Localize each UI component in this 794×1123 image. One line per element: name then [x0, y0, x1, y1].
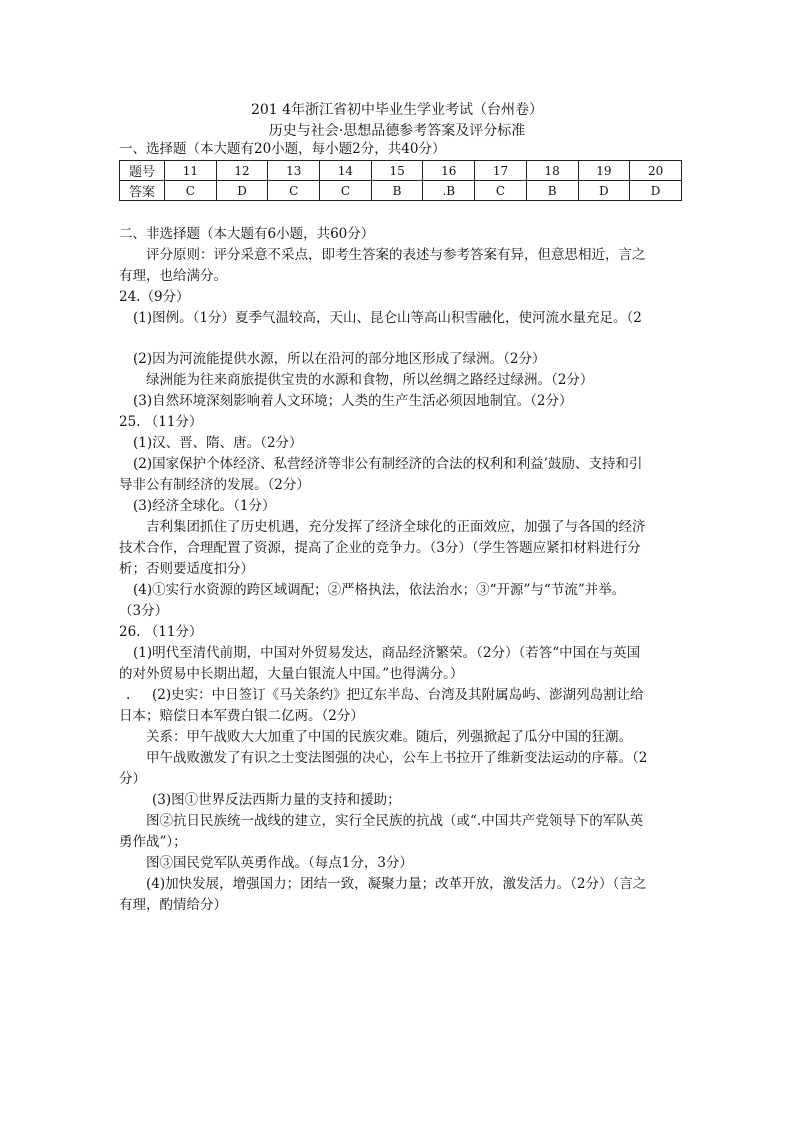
table-row-question-numbers [120, 161, 682, 181]
table-cell: D [630, 181, 682, 201]
question-heading: 25. （11分） [119, 414, 203, 430]
table-header-cell: 答案 [120, 181, 165, 201]
document-subtitle: 历史与社会·思想品德参考答案及评分标准 [268, 123, 526, 139]
table-row-answers [120, 181, 682, 201]
text-line: （3分） [119, 603, 169, 619]
table-cell: 11 [165, 161, 217, 181]
table-header-cell: 题号 [120, 161, 165, 181]
table-cell: D [216, 181, 268, 201]
text-line: (3)自然环境深刻影响着人文环境；人类的生产生活必须因地制宜。（2分） [133, 393, 573, 409]
text-line: 图②抗日民族统一战线的建立，实行全民族的抗战（或“.中国共产党领导下的军队英 [146, 813, 644, 829]
text-line: 图③国民党军队英勇作战。（每点1分，3分） [146, 855, 413, 871]
text-line: 日本；赔偿日本军费白银二亿两。（2分） [119, 708, 364, 724]
text-line: 甲午战败激发了有识之士变法图强的决心，公车上书拉开了维新变法运动的序幕。（2 [146, 750, 648, 766]
table-cell: D [578, 181, 630, 201]
table-cell: 17 [475, 161, 527, 181]
table-cell: B [526, 181, 578, 201]
table-cell: B [371, 181, 423, 201]
table-cell: 12 [216, 161, 268, 181]
document-title: 201 4年浙江省初中毕业生学业考试（台州卷） [250, 102, 544, 118]
table-cell: 13 [268, 161, 320, 181]
text-line: (4)加快发展，增强国力；团结一致，凝聚力量；改革开放，激发活力。（2分）（言之 [146, 876, 647, 892]
table-cell: 16 [423, 161, 475, 181]
text-line: (3)图①世界反法西斯力量的支持和援助； [152, 792, 401, 808]
table-cell: C [165, 181, 217, 201]
table-cell: 18 [526, 161, 578, 181]
text-line: 评分原则：评分采意不采点，即考生答案的表述与参考答案有异，但意思相近，言之 [146, 247, 646, 263]
table-cell: C [475, 181, 527, 201]
table-cell: 15 [371, 161, 423, 181]
question-heading: 24.（9分） [119, 289, 190, 305]
text-line: 导非公有制经济的发展。（2分） [119, 477, 310, 493]
table-cell: C [268, 181, 320, 201]
section2-heading: 二、非选择题（本大题有6小题，共60分） [119, 226, 375, 242]
text-line: 析；否则要适度扣分） [119, 561, 254, 577]
question-heading: 26. （11分） [119, 624, 203, 640]
text-line: (2)史实：中日签订《马关条约》把辽东半岛、台湾及其附属岛屿、澎湖列岛割让给 [152, 687, 644, 703]
table-cell: 19 [578, 161, 630, 181]
text-line: 关系：甲午战败大大加重了中国的民族灾难。随后，列强掀起了瓜分中国的狂潮。 [146, 729, 632, 745]
table-cell: 14 [320, 161, 372, 181]
text-line: (1)明代至清代前期，中国对外贸易发达，商品经济繁荣。（2分）（若答“中国在与英国 [133, 645, 641, 661]
text-line: 的对外贸易中长期出超，大量白银流人中国。”也得满分。） [119, 666, 464, 682]
answer-table [119, 160, 682, 201]
text-line: (4)①实行水资源的跨区域调配；②严格执法，依法治水；③“开源”与“节流”并举。 [133, 582, 626, 598]
text-line: (2)因为河流能提供水源，所以在沿河的部分地区形成了绿洲。（2分） [133, 351, 546, 367]
table-cell: 20 [630, 161, 682, 181]
text-line: (1)图例。（1分）夏季气温较高，天山、昆仑山等高山积雪融化，使河流水量充足。（2 [133, 310, 642, 326]
text-line: (2)国家保护个体经济、私营经济等非公有制经济的合法的权利和利益’鼓励、支持和引 [133, 456, 643, 472]
text-line: 勇作战”）； [119, 834, 187, 850]
text-line: 有理，酌情给分） [119, 897, 227, 913]
text-line: 有理，也给满分。 [119, 268, 227, 284]
text-line: 吉利集团抓住了历史机遇，充分发挥了经济全球化的正面效应，加强了与各国的经济 [146, 519, 646, 535]
stray-mark: . [126, 687, 131, 703]
table-cell: .B [423, 181, 475, 201]
text-line: 分） [119, 771, 146, 787]
text-line: 技术合作，合理配置了资源，提高了企业的竞争力。（3分）（学生答题应紧扣材料进行分 [119, 540, 641, 556]
text-line: 绿洲能为往来商旅提供宝贵的水源和食物，所以丝绸之路经过绿洲。（2分） [146, 372, 594, 388]
text-line: (1)汉、晋、隋、唐。（2分） [133, 435, 303, 451]
text-line: (3)经济全球化。（1分） [133, 498, 276, 514]
section1-heading: 一、选择题（本大题有20小题，每小题2分，共40分） [119, 141, 446, 157]
table-cell: C [320, 181, 372, 201]
